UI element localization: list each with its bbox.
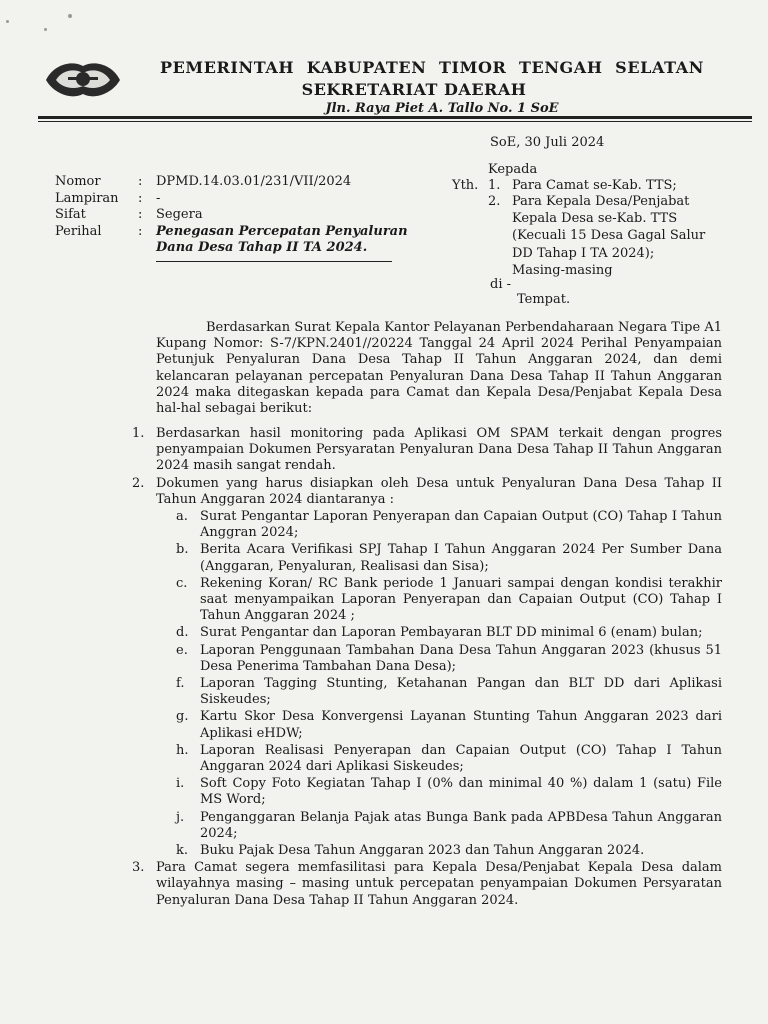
recipient-line: Kepala Desa se-Kab. TTS: [512, 210, 678, 226]
sublist-item: a. Surat Pengantar Laporan Penyerapan dan Capaian Output (CO) Tahap I Tahun Anggran 2024;: [176, 509, 722, 541]
points-list: [132, 426, 722, 910]
scan-speck: [44, 28, 47, 31]
sublist-item: e. Laporan Penggunaan Tambahan Dana Desa Tahun Anggaran 2023 (khusus 51 Desa Penerima Tambahan Dana Desa);: [176, 642, 722, 674]
scan-speck: [68, 14, 72, 18]
intro-text: Berdasarkan Surat Kepala Kantor Pelayanan Perbendaharaan Negara Tipe A1 Kupang Nomor: S-7/KPN.2401//20224 Tanggal 24 April 2024 Perihal Penyampaian Petunjuk Penyaluran Dana Desa Tahap II Tahun Anggaran 2024, dan demi kelancaran pelayanan percepatan Penyaluran Dana Desa Tahap II Tahun Anggaran 2024 maka ditegaskan kepada para Camat dan Kepala Desa/Penjabat Kepala Desa hal-hal sebagai berikut:: [156, 320, 722, 417]
meta-row-perihal-cont: Dana Desa Tahap II TA 2024.: [156, 240, 368, 256]
scan-speck: [6, 20, 9, 23]
sublist-item: b. Berita Acara Verifikasi SPJ Tahap I Tahun Anggaran 2024 Per Sumber Dana (Anggaran, Penyaluran, Realisasi dan Sisa);: [176, 542, 722, 574]
letter-meta: [55, 174, 408, 257]
sublist-item: h. Laporan Realisasi Penyerapan dan Capaian Output (CO) Tahap I Tahun Anggaran 2024 dari Aplikasi Siskeudes;: [176, 742, 722, 775]
meta-row-nomor: Nomor : DPMD.14.03.01/231/VII/2024: [55, 174, 352, 189]
header-word: SELATAN: [615, 58, 704, 77]
recipient-line: Masing-masing: [512, 263, 613, 279]
perihal-underline: [156, 261, 392, 262]
header-rule-thick: [38, 116, 752, 119]
header-government-title: [160, 58, 704, 77]
list-item: 3. Para Camat segera memfasilitasi para Kepala Desa/Penjabat Kepala Desa dalam wilayahnya masing – masing untuk percepatan penyampaian Dokumen Persyaratan Penyaluran Dana Desa Tahap II Tahun Anggaran 2024.: [132, 860, 722, 908]
sublist-item: i. Soft Copy Foto Kegiatan Tahap I (0% dan minimal 40 %) dalam 1 (satu) File MS Word;: [176, 776, 722, 808]
tempat-label: Tempat.: [517, 292, 571, 307]
header-rule-thin: [38, 121, 752, 122]
list-item: 2. Dokumen yang harus disiapkan oleh Desa untuk Penyaluran Dana Desa Tahap II Tahun Anggaran 2024 diantaranya :: [132, 475, 722, 507]
document-sublist: [176, 509, 722, 859]
header-secretariat: SEKRETARIAT DAERAH: [301, 80, 527, 99]
meta-row-lampiran: Lampiran : -: [55, 190, 161, 206]
di-label: di -: [490, 277, 512, 292]
header-address: Jln. Raya Piet A. Tallo No. 1 SoE: [325, 101, 559, 116]
sublist-item: f. Laporan Tagging Stunting, Ketahanan Pangan dan BLT DD dari Aplikasi Siskeudes;: [176, 676, 722, 708]
header-word: KABUPATEN: [306, 58, 427, 77]
sublist-item: j. Penganggaran Belanja Pajak atas Bunga Bank pada APBDesa Tahun Anggaran 2024;: [176, 809, 722, 841]
meta-row-sifat: Sifat : Segera: [55, 207, 203, 223]
sublist-item: g. Kartu Skor Desa Konvergensi Layanan Stunting Tahun Anggaran 2023 dari Aplikasi eHDW;: [176, 709, 722, 741]
sublist-item: k. Buku Pajak Desa Tahun Anggaran 2023 dan Tahun Anggaran 2024.: [176, 843, 645, 859]
yth-label: Yth.: [452, 178, 479, 193]
header-word: PEMERINTAH: [160, 58, 295, 77]
list-item: 1. Berdasarkan hasil monitoring pada Aplikasi OM SPAM terkait dengan progres penyampaian Dokumen Persyaratan Penyaluran Dana Desa Tahap II Tahun Anggaran 2024 masih sangat rendah.: [132, 426, 722, 474]
recipient-list: [488, 178, 705, 280]
meta-row-perihal: Perihal : Penegasan Percepatan Penyaluran: [55, 223, 408, 239]
sublist-item: c. Rekening Koran/ RC Bank periode 1 Januari sampai dengan kondisi terakhir saat menyampaikan Laporan Penyerapan dan Capaian Output (CO) Tahap I Tahun Anggaran 2024 ;: [176, 575, 722, 624]
kepada-label: Kepada: [488, 162, 538, 177]
sublist-item: d. Surat Pengantar dan Laporan Pembayaran BLT DD minimal 6 (enam) bulan;: [176, 625, 703, 641]
recipient-item: 2. Para Kepala Desa/Penjabat: [488, 194, 690, 210]
recipient-line: DD Tahap I TA 2024);: [512, 245, 655, 261]
header-word: TENGAH: [519, 58, 603, 77]
intro-paragraph: [156, 320, 722, 417]
recipient-item: 1. Para Camat se-Kab. TTS;: [488, 178, 677, 193]
recipient-line: (Kecuali 15 Desa Gagal Salur: [512, 228, 706, 244]
letter-date: SoE, 30 Juli 2024: [490, 135, 605, 150]
header-word: TIMOR: [439, 58, 507, 77]
